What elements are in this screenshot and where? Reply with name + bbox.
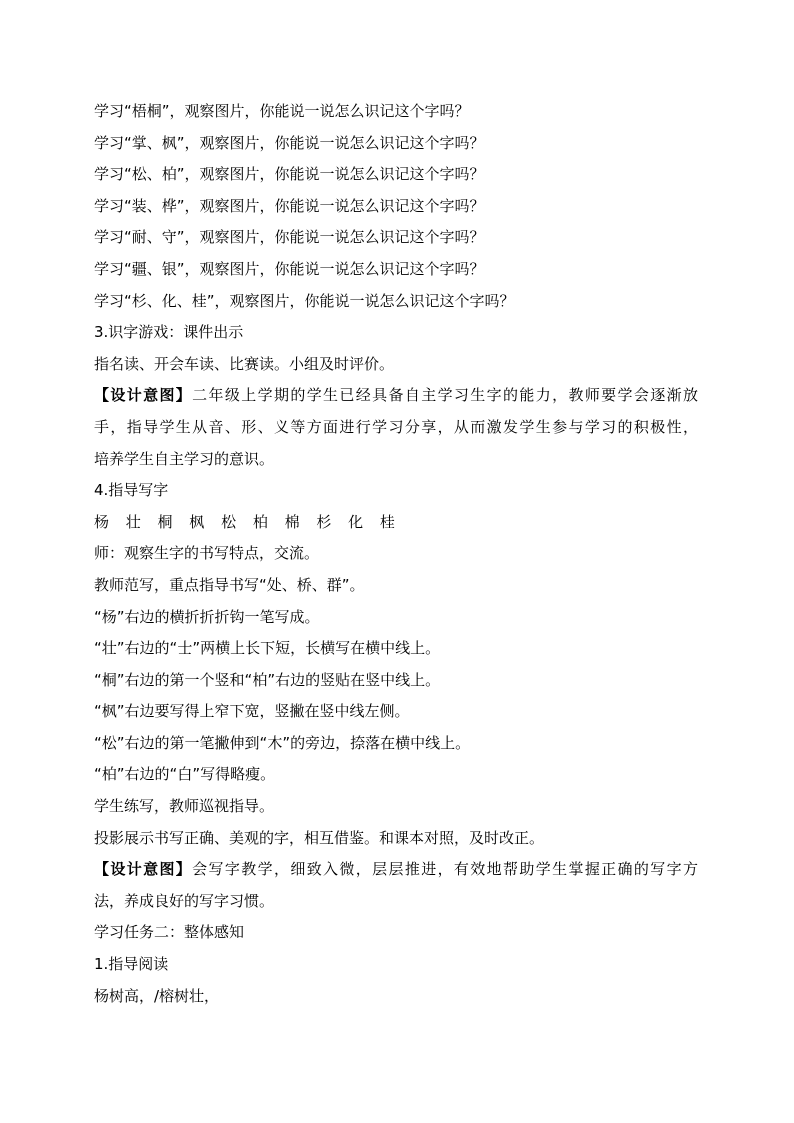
text-line-zhuang-hua: 学习“装、桦”，观察图片，你能说一说怎么识记这个字吗？ — [94, 196, 485, 215]
writing-characters: 杨 壮 桐 枫 松 柏 棉 杉 化 桂 — [94, 512, 401, 531]
document-body — [94, 96, 698, 1012]
writing-tip-zhuang: “壮”右边的“士”两横上长下短，长横写在横中线上。 — [94, 639, 441, 658]
text-line-reading-poem: 杨树高，/榕树壮， — [94, 986, 220, 1005]
design-intent-2-line-2: 法，养成良好的写字习惯。 — [94, 891, 275, 910]
writing-tip-yang: “杨”右边的横折折折钩一笔写成。 — [94, 607, 320, 626]
section-heading-writing: 4.指导写字 — [94, 481, 169, 500]
section-subheading-reading: 1.指导阅读 — [94, 955, 169, 974]
writing-tip-song: “松”右边的第一笔撇伸到“木”的旁边，捺落在横中线上。 — [94, 733, 471, 752]
design-intent-text-2: 会写字教学，细致入微，层层推进，有效地帮助学生掌握正确的写字方 — [192, 860, 698, 879]
text-line-zhang-feng: 学习“掌、枫”，观察图片，你能说一说怎么识记这个字吗？ — [94, 133, 485, 152]
text-line-teacher-observe: 师：观察生字的书写特点，交流。 — [94, 544, 320, 563]
text-line-practice: 学生练写，教师巡视指导。 — [94, 797, 275, 816]
writing-tip-tong: “桐”右边的第一个竖和“柏”右边的竖贴在竖中线上。 — [94, 670, 441, 689]
design-intent-label-2: 【设计意图】 — [94, 860, 193, 879]
section-heading-game: 3.识字游戏：课件出示 — [94, 323, 244, 342]
design-intent-1-line-2: 手，指导学生从音、形、义等方面进行学习分享，从而激发学生参与学习的积极性， — [94, 417, 698, 436]
text-line-reading-methods: 指名读、开会车读、比赛读。小组及时评价。 — [94, 354, 395, 373]
text-line-wutong: 学习“梧桐”，观察图片，你能说一说怎么识记这个字吗？ — [94, 102, 470, 120]
text-line-teacher-demo: 教师范写，重点指导书写“处、桥、群”。 — [94, 575, 365, 594]
text-line-nai-shou: 学习“耐、守”，观察图片，你能说一说怎么识记这个字吗？ — [94, 228, 485, 247]
design-intent-1-line-3: 培养学生自主学习的意识。 — [94, 449, 275, 468]
design-intent-2-line-1 — [94, 854, 698, 886]
design-intent-label: 【设计意图】 — [94, 386, 193, 405]
writing-tip-bai: “柏”右边的“白”写得略瘦。 — [94, 765, 276, 784]
section-heading-task-2: 学习任务二：整体感知 — [94, 923, 245, 942]
text-line-song-bai: 学习“松、柏”，观察图片，你能说一说怎么识记这个字吗？ — [94, 165, 485, 184]
text-line-jiang-yin: 学习“疆、银”，观察图片，你能说一说怎么识记这个字吗？ — [94, 259, 485, 278]
design-intent-1-line-1 — [94, 380, 698, 412]
writing-tip-feng: “枫”右边要写得上窄下宽，竖撇在竖中线左侧。 — [94, 702, 410, 721]
text-line-show: 投影展示书写正确、美观的字，相互借鉴。和课本对照，及时改正。 — [94, 828, 545, 847]
design-intent-text: 二年级上学期的学生已经具备自主学习生字的能力，教师要学会逐渐放 — [192, 386, 698, 405]
text-line-shan-hua-gui: 学习“杉、化、桂”，观察图片，你能说一说怎么识记这个字吗？ — [94, 291, 515, 310]
